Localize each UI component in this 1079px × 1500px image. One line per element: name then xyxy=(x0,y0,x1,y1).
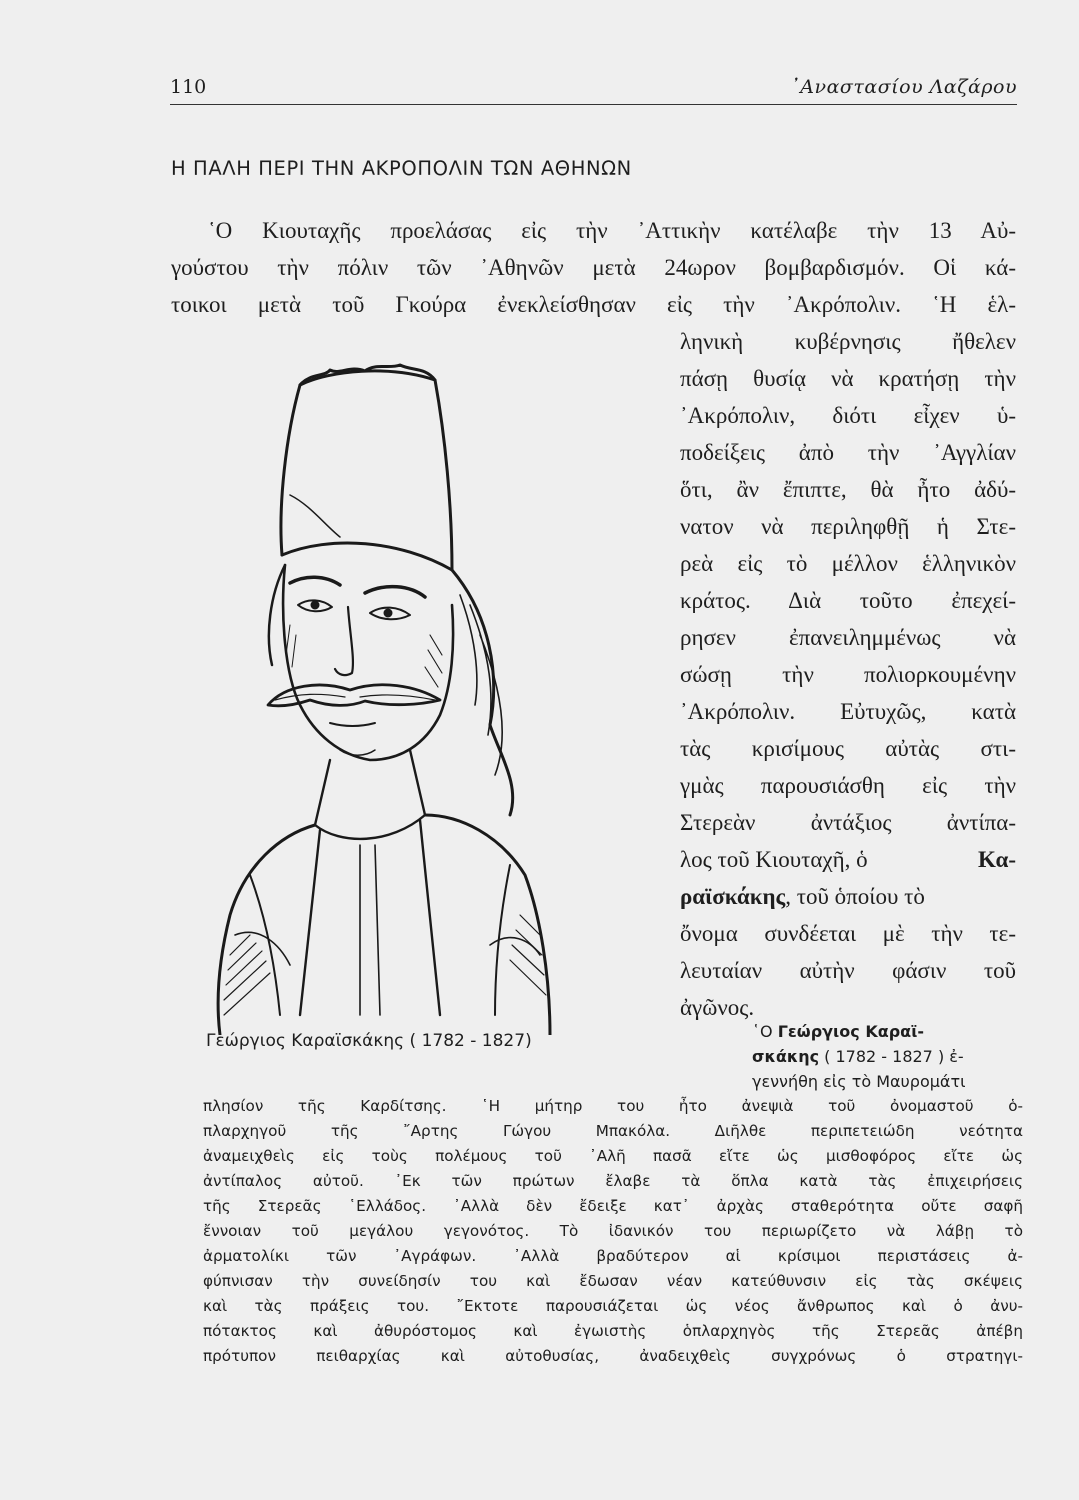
text-line xyxy=(752,1022,1022,1041)
bold-name-fragment: Κα- xyxy=(978,847,1016,872)
text-line xyxy=(680,847,1016,873)
text-line: τοικοι μετὰ τοῦ Γκούρα ἐνεκλείσθησαν εἰς τὴν ᾿Ακρόπολιν. ῾Η ἑλ- xyxy=(171,292,1016,317)
text-fragment: , τοῦ ὁποίου τὸ xyxy=(785,884,925,909)
text-line: ἀναμειχθεὶς εἰς τοὺς πολέμους τοῦ ᾿Αλῆ πασᾶ εἴτε ὡς μισθοφόρος εἴτε ὡς xyxy=(203,1147,1023,1165)
text-line: ἀγῶνος. xyxy=(680,995,755,1020)
page-number: 110 xyxy=(170,76,207,98)
text-line: ἀρματολίκι τῶν ᾿Αγράφων. ᾿Αλλὰ βραδύτερον αἱ κρίσιμοι περιστάσεις ἀ- xyxy=(203,1247,1023,1265)
text-line: ῾Ο Κιουταχῆς προελάσας εἰς τὴν ᾿Αττικὴν κατέλαβε τὴν 13 Αὐ- xyxy=(208,218,1016,243)
text-line: γούστου τὴν πόλιν τῶν ᾿Αθηνῶν μετὰ 24ωρον βομβαρδισμόν. Οἱ κά- xyxy=(171,255,1016,280)
portrait-caption: Γεώργιος Καραϊσκάκης ( 1782 - 1827) xyxy=(206,1031,532,1051)
bold-name-fragment: σκάκης xyxy=(752,1047,820,1066)
text-line: κράτος. Διὰ τοῦτο ἐπεχεί- xyxy=(680,588,1016,613)
text-line: ᾿Ακρόπολιν, διότι εἶχεν ὑ- xyxy=(680,403,1016,428)
text-line: Στερεὰν ἀντάξιος ἀντίπα- xyxy=(680,810,1016,835)
text-line: λευταίαν αὐτὴν φάσιν τοῦ xyxy=(680,958,1016,983)
portrait-engraving-icon xyxy=(190,355,670,1035)
text-line: γμὰς παρουσιάσθη εἰς τὴν xyxy=(680,773,1016,798)
text-line xyxy=(752,1047,1022,1066)
text-line: καὶ τὰς πράξεις του. ῎Εκτοτε παρουσιάζεται ὡς νέος ἄνθρωπος καὶ ὁ ἀνυ- xyxy=(203,1297,1023,1315)
text-line: ὄνομα συνδέεται μὲ τὴν τε- xyxy=(680,921,1016,946)
text-line xyxy=(680,884,1016,910)
text-line: ἔννοιαν τοῦ μεγάλου γεγονότος. Τὸ ἰδανικόν του περιωρίζετο νὰ λάβῃ τὸ xyxy=(203,1222,1023,1240)
text-line: ποδείξεις ἀπὸ τὴν ᾿Αγγλίαν xyxy=(680,440,1016,465)
text-line: νατον νὰ περιληφθῇ ἡ Στε- xyxy=(680,514,1016,539)
bold-name-fragment: Γεώργιος Καραϊ- xyxy=(777,1022,925,1041)
text-line: πάσῃ θυσίᾳ νὰ κρατήσῃ τὴν xyxy=(680,366,1016,391)
text-line: ρησεν ἐπανειλημμένως νὰ xyxy=(680,625,1016,650)
bold-name-fragment: ραϊσκάκης xyxy=(680,884,786,909)
text-line: πλαρχηγοῦ τῆς ῎Αρτης Γώγου Μπακόλα. Διῆλθε περιπετειώδη νεότητα xyxy=(203,1122,1023,1140)
text-fragment: λος τοῦ Κιουταχῆ, ὁ xyxy=(680,847,868,872)
page-header xyxy=(170,68,1017,105)
text-line: πότακτος καὶ ἀθυρόστομος καὶ ἐγωιστὴς ὁπλαρχηγὸς τῆς Στερεᾶς ἀπέβη xyxy=(203,1322,1023,1340)
text-fragment: ( 1782 - 1827 ) ἐ- xyxy=(819,1047,964,1066)
text-line: τῆς Στερεᾶς ῾Ελλάδος. ᾿Αλλὰ δὲν ἔδειξε κατ᾿ ἀρχὰς σταθερότητα οὔτε σαφῆ xyxy=(203,1197,1023,1215)
text-line: ἀντίπαλος αὐτοῦ. ᾿Εκ τῶν πρώτων ἔλαβε τὰ ὅπλα κατὰ τὰς ἐπιχειρήσεις xyxy=(203,1172,1023,1190)
text-line: ᾿Ακρόπολιν. Εὐτυχῶς, κατὰ xyxy=(680,699,1016,724)
text-line: γεννήθη εἰς τὸ Μαυρομάτι xyxy=(752,1072,966,1091)
text-fragment: ῾Ο xyxy=(752,1022,778,1041)
text-line: ρεὰ εἰς τὸ μέλλον ἑλληνικὸν xyxy=(680,551,1016,576)
text-line: σώσῃ τὴν πολιορκουμένην xyxy=(680,662,1016,687)
text-line: ὅτι, ἂν ἔπιπτε, θὰ ἦτο ἀδύ- xyxy=(680,477,1016,502)
text-line: ληνικὴ κυβέρνησις ἤθελεν xyxy=(680,329,1016,354)
text-line: πρότυπον πειθαρχίας καὶ αὐτοθυσίας, ἀναδειχθεὶς συγχρόνως ὁ στρατηγι- xyxy=(203,1347,1023,1365)
text-line: πλησίον τῆς Καρδίτσης. ῾Η μήτηρ του ἦτο ἀνεψιὰ τοῦ ὀνομαστοῦ ὁ- xyxy=(203,1097,1023,1115)
section-title: Η ΠΑΛΗ ΠΕΡΙ ΤΗΝ ΑΚΡΟΠΟΛΙΝ ΤΩΝ ΑΘΗΝΩΝ xyxy=(171,157,632,180)
text-line: φύπνισαν τὴν συνείδησίν του καὶ ἔδωσαν νέαν κατεύθυνσιν εἰς τὰς σκέψεις xyxy=(203,1272,1023,1290)
running-title: ᾿Αναστασίου Λαζάρου xyxy=(790,76,1017,98)
text-line: τὰς κρισίμους αὐτὰς στι- xyxy=(680,736,1016,761)
